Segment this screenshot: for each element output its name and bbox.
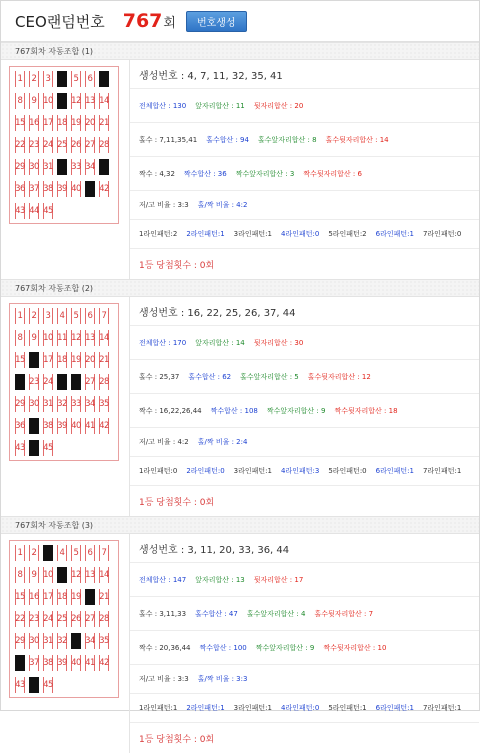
combo-info [129,297,479,516]
slip-number[interactable]: 29 [15,159,25,175]
slip-number[interactable]: 15 [15,352,25,368]
slip-number[interactable]: 6 [85,71,95,87]
even-back-sum: 짝수뒷자리합산 : 10 [323,643,387,652]
slip-number[interactable]: 5 [71,71,81,87]
line-pattern-2: 2라인패턴:1 [186,704,225,712]
line-pattern-4: 4라인패턴:3 [280,467,320,475]
slip-number[interactable]: 1 [15,71,25,87]
front-digit-sum: 앞자리합산 : 14 [195,338,245,347]
odd-back-sum: 홀수뒷자리합산 : 7 [314,609,374,618]
line-pattern-5: 5라인패턴:1 [328,704,367,712]
slip-number[interactable]: 31 [43,633,53,649]
combo-info [129,534,479,753]
even-sum: 짝수합산 : 108 [210,406,258,415]
slip-number-marked[interactable] [57,93,67,109]
slip-number[interactable]: 38 [43,181,53,197]
line-pattern-3: 3라인패턴:1 [233,230,272,238]
lottery-slip [9,66,119,224]
generated-numbers-row [130,297,479,326]
ratio-row [130,428,479,457]
generate-numbers-button[interactable]: 번호생성 [186,11,247,32]
odd-back-sum: 홀수뒷자리합산 : 12 [307,372,371,381]
slip-row [15,203,118,219]
slip-number[interactable]: 8 [15,330,25,346]
odd-numbers: 홀수 : 3,11,33 [139,609,187,618]
line-pattern-row [130,457,479,486]
low-high-ratio: 저/고 비율 : 3:3 [139,201,189,209]
slip-number[interactable]: 40 [71,655,81,671]
line-pattern-5: 5라인패턴:0 [328,467,367,475]
slip-number[interactable]: 13 [85,93,95,109]
combo-heading: 767회차 자동조합 (1) [1,42,479,60]
slip-number[interactable]: 9 [29,567,39,583]
odd-sum: 홀수합산 : 47 [195,609,238,618]
slip-number-marked[interactable] [71,633,81,649]
first-prize-count: 1등 당첨횟수 : 0회 [139,497,215,508]
slip-number[interactable]: 43 [15,440,25,456]
slip-number[interactable]: 18 [57,589,67,605]
ratio-row [130,191,479,220]
slip-number[interactable]: 4 [57,308,67,324]
slip-number[interactable]: 10 [43,93,53,109]
combo-info [129,60,479,279]
slip-number[interactable]: 21 [99,352,109,368]
generated-numbers: 생성번호 : 3, 11, 20, 33, 36, 44 [139,544,290,556]
slip-number[interactable]: 44 [29,203,39,219]
slip-number[interactable]: 2 [29,545,39,561]
slip-row [15,396,118,412]
even-front-sum: 짝수앞자리합산 : 3 [235,169,295,178]
combo-section [1,516,479,753]
slip-number[interactable]: 38 [43,418,53,434]
line-pattern-5: 5라인패턴:2 [328,230,367,238]
slip-number[interactable]: 5 [71,308,81,324]
slip-number[interactable]: 30 [29,159,39,175]
combo-body [1,534,479,753]
slip-number[interactable]: 45 [43,677,53,693]
line-pattern-1: 1라인패턴:1 [139,704,178,712]
slip-number[interactable]: 35 [99,633,109,649]
slip-number-marked[interactable] [43,545,53,561]
line-pattern-1: 1라인패턴:2 [139,230,178,238]
slip-row [15,374,118,390]
slip-number-marked[interactable] [29,440,39,456]
line-pattern-row [130,220,479,249]
odd-row [130,597,479,631]
even-row [130,394,479,428]
slip-number-marked[interactable] [85,181,95,197]
slip-row [15,655,118,671]
slip-wrapper [1,297,129,516]
slip-number[interactable]: 37 [29,655,39,671]
slip-number[interactable]: 3 [43,308,53,324]
first-prize-count: 1등 당첨횟수 : 0회 [139,260,215,271]
slip-number[interactable]: 1 [15,545,25,561]
first-prize-row [130,486,479,516]
slip-number[interactable]: 12 [71,567,81,583]
slip-row [15,330,118,346]
slip-number[interactable]: 28 [99,611,109,627]
odd-even-ratio: 홀/짝 비율 : 2:4 [197,438,248,446]
slip-number[interactable]: 17 [43,352,53,368]
slip-number[interactable]: 36 [15,418,25,434]
combo-heading: 767회차 자동조합 (3) [1,516,479,534]
even-row [130,157,479,191]
line-pattern-2: 2라인패턴:0 [186,467,225,475]
slip-number[interactable]: 16 [29,115,39,131]
slip-number-marked[interactable] [29,352,39,368]
even-sum: 짝수합산 : 100 [199,643,247,652]
ratio-row [130,665,479,694]
slip-number[interactable]: 42 [99,655,109,671]
slip-number[interactable]: 14 [99,93,109,109]
slip-number[interactable]: 40 [71,418,81,434]
slip-number[interactable]: 2 [29,308,39,324]
slip-number[interactable]: 32 [57,633,67,649]
line-pattern-7: 7라인패턴:1 [422,704,462,712]
slip-number[interactable]: 34 [85,396,95,412]
slip-number[interactable]: 30 [29,633,39,649]
slip-number[interactable]: 12 [71,93,81,109]
odd-numbers: 홀수 : 7,11,35,41 [139,135,198,144]
slip-number-marked[interactable] [57,71,67,87]
slip-number[interactable]: 20 [85,115,95,131]
slip-number[interactable]: 27 [85,137,95,153]
slip-number[interactable]: 39 [57,655,67,671]
slip-number[interactable]: 41 [85,418,95,434]
slip-row [15,115,118,131]
line-pattern-1: 1라인패턴:0 [139,467,178,475]
odd-front-sum: 홀수앞자리합산 : 5 [240,372,299,381]
line-pattern-3: 3라인패턴:1 [233,704,272,712]
slip-number[interactable]: 39 [57,181,67,197]
slip-number[interactable]: 26 [71,611,81,627]
slip-number[interactable]: 7 [99,308,109,324]
slip-number[interactable]: 19 [71,115,81,131]
slip-number[interactable]: 7 [99,545,109,561]
sum-row [130,326,479,360]
slip-number[interactable]: 19 [71,352,81,368]
lottery-slip [9,540,119,698]
slip-number[interactable]: 8 [15,567,25,583]
slip-row [15,545,118,561]
combo-body [1,297,479,516]
slip-number[interactable]: 29 [15,633,25,649]
slip-number[interactable]: 42 [99,418,109,434]
slip-number[interactable]: 2 [29,71,39,87]
slip-row [15,181,118,197]
line-pattern-4: 4라인패턴:0 [280,704,320,712]
slip-row [15,418,118,434]
page-title: CEO랜덤번호 [15,12,105,31]
line-pattern-row [130,694,479,723]
slip-number-marked[interactable] [85,589,95,605]
slip-row [15,633,118,649]
slip-number[interactable]: 18 [57,352,67,368]
slip-number[interactable]: 40 [71,181,81,197]
slip-number[interactable]: 30 [29,396,39,412]
slip-number[interactable]: 33 [71,159,81,175]
slip-number[interactable]: 36 [15,181,25,197]
slip-number[interactable]: 29 [15,396,25,412]
generated-numbers-row [130,534,479,563]
back-digit-sum: 뒷자리합산 : 30 [253,338,304,347]
even-front-sum: 짝수앞자리합산 : 9 [255,643,315,652]
slip-row [15,93,118,109]
even-sum: 짝수합산 : 36 [183,169,227,178]
combo-section [1,279,479,516]
even-back-sum: 짝수뒷자리합산 : 18 [334,406,398,415]
slip-number[interactable]: 10 [43,330,53,346]
slip-number-marked[interactable] [15,655,25,671]
generated-numbers: 생성번호 : 16, 22, 25, 26, 37, 44 [139,307,296,319]
combo-body [1,60,479,279]
slip-number[interactable]: 34 [85,633,95,649]
slip-number[interactable]: 21 [99,589,109,605]
slip-row [15,677,118,693]
total-sum: 전체합산 : 170 [139,338,187,347]
slip-number[interactable]: 6 [85,308,95,324]
back-digit-sum: 뒷자리합산 : 17 [253,575,304,584]
slip-number[interactable]: 12 [71,330,81,346]
slip-row [15,567,118,583]
slip-number[interactable]: 8 [15,93,25,109]
slip-row [15,71,118,87]
back-digit-sum: 뒷자리합산 : 20 [253,101,304,110]
slip-number[interactable]: 14 [99,567,109,583]
slip-wrapper [1,534,129,753]
slip-number[interactable]: 35 [99,396,109,412]
draw-number: 767 [122,10,163,32]
slip-number[interactable]: 31 [43,396,53,412]
slip-number[interactable]: 25 [57,611,67,627]
slip-number[interactable]: 9 [29,330,39,346]
slip-number[interactable]: 24 [43,611,53,627]
slip-number[interactable]: 27 [85,611,95,627]
slip-number[interactable]: 32 [57,396,67,412]
total-sum: 전체합산 : 130 [139,101,187,110]
combo-list [1,42,479,753]
slip-number-marked[interactable] [57,374,67,390]
slip-row [15,159,118,175]
even-front-sum: 짝수앞자리합산 : 9 [266,406,326,415]
slip-number[interactable]: 10 [43,567,53,583]
slip-number[interactable]: 41 [85,655,95,671]
slip-number[interactable]: 31 [43,159,53,175]
slip-number[interactable]: 14 [99,330,109,346]
slip-number[interactable]: 19 [71,589,81,605]
slip-number[interactable]: 45 [43,203,53,219]
line-pattern-6: 6라인패턴:1 [375,704,414,712]
slip-number[interactable]: 18 [57,115,67,131]
front-digit-sum: 앞자리합산 : 11 [195,101,245,110]
generated-numbers: 생성번호 : 4, 7, 11, 32, 35, 41 [139,70,283,82]
odd-row [130,360,479,394]
even-numbers: 짝수 : 20,36,44 [139,643,191,652]
slip-number[interactable]: 26 [71,137,81,153]
slip-number[interactable]: 17 [43,115,53,131]
slip-number[interactable]: 22 [15,611,25,627]
line-pattern-2: 2라인패턴:1 [186,230,225,238]
slip-number[interactable]: 22 [15,137,25,153]
odd-sum: 홀수합산 : 94 [206,135,249,144]
slip-number[interactable]: 39 [57,418,67,434]
slip-number[interactable]: 21 [99,115,109,131]
slip-number[interactable]: 34 [85,159,95,175]
total-sum: 전체합산 : 147 [139,575,187,584]
sum-row [130,563,479,597]
line-pattern-7: 7라인패턴:0 [422,230,462,238]
odd-front-sum: 홀수앞자리합산 : 4 [246,609,306,618]
slip-row [15,589,118,605]
slip-number-marked[interactable] [99,159,109,175]
lottery-slip [9,303,119,461]
slip-number[interactable]: 33 [71,396,81,412]
slip-number[interactable]: 45 [43,440,53,456]
slip-number[interactable]: 42 [99,181,109,197]
odd-numbers: 홀수 : 25,37 [139,372,180,381]
slip-number[interactable]: 27 [85,374,95,390]
slip-row [15,611,118,627]
slip-row [15,308,118,324]
odd-even-ratio: 홀/짝 비율 : 4:2 [197,201,248,209]
slip-number[interactable]: 38 [43,655,53,671]
slip-number[interactable]: 37 [29,181,39,197]
slip-number[interactable]: 16 [29,589,39,605]
first-prize-row [130,723,479,753]
slip-number[interactable]: 13 [85,330,95,346]
sum-row [130,89,479,123]
slip-row [15,352,118,368]
slip-number[interactable]: 6 [85,545,95,561]
odd-even-ratio: 홀/짝 비율 : 3:3 [197,675,248,683]
odd-front-sum: 홀수앞자리합산 : 8 [257,135,317,144]
slip-wrapper [1,60,129,279]
slip-number[interactable]: 15 [15,115,25,131]
slip-number[interactable]: 28 [99,137,109,153]
even-numbers: 짝수 : 4,32 [139,169,175,178]
slip-number[interactable]: 24 [43,137,53,153]
slip-number[interactable]: 23 [29,374,39,390]
slip-number[interactable]: 4 [57,545,67,561]
low-high-ratio: 저/고 비율 : 4:2 [139,438,189,446]
even-numbers: 짝수 : 16,22,26,44 [139,406,202,415]
slip-number[interactable]: 1 [15,308,25,324]
slip-number[interactable]: 24 [43,374,53,390]
front-digit-sum: 앞자리합산 : 13 [195,575,245,584]
header [1,1,479,42]
slip-row [15,137,118,153]
slip-number[interactable]: 25 [57,137,67,153]
line-pattern-3: 3라인패턴:1 [233,467,272,475]
odd-row [130,123,479,157]
even-back-sum: 짝수뒷자리합산 : 6 [303,169,362,178]
slip-number-marked[interactable] [99,71,109,87]
slip-number[interactable]: 20 [85,352,95,368]
generated-numbers-row [130,60,479,89]
slip-number-marked[interactable] [57,567,67,583]
line-pattern-7: 7라인패턴:1 [422,467,462,475]
slip-number[interactable]: 43 [15,677,25,693]
slip-number[interactable]: 17 [43,589,53,605]
slip-number[interactable]: 9 [29,93,39,109]
slip-number-marked[interactable] [29,677,39,693]
combo-section [1,42,479,279]
slip-number-marked[interactable] [57,159,67,175]
slip-number[interactable]: 28 [99,374,109,390]
combo-heading: 767회차 자동조합 (2) [1,279,479,297]
slip-number[interactable]: 23 [29,611,39,627]
odd-sum: 홀수합산 : 62 [188,372,232,381]
draw-number-suffix: 회 [163,15,176,31]
line-pattern-6: 6라인패턴:1 [375,467,414,475]
slip-number-marked[interactable] [71,374,81,390]
slip-number-marked[interactable] [15,374,25,390]
slip-number[interactable]: 15 [15,589,25,605]
slip-number[interactable]: 11 [57,330,67,346]
slip-number[interactable]: 3 [43,71,53,87]
slip-row [15,440,118,456]
even-row [130,631,479,665]
slip-number[interactable]: 13 [85,567,95,583]
line-pattern-4: 4라인패턴:0 [280,230,320,238]
slip-number[interactable]: 5 [71,545,81,561]
slip-number[interactable]: 43 [15,203,25,219]
line-pattern-6: 6라인패턴:1 [375,230,414,238]
slip-number[interactable]: 23 [29,137,39,153]
first-prize-row [130,249,479,279]
first-prize-count: 1등 당첨횟수 : 0회 [139,734,215,745]
odd-back-sum: 홀수뒷자리합산 : 14 [325,135,389,144]
slip-number-marked[interactable] [29,418,39,434]
low-high-ratio: 저/고 비율 : 3:3 [139,675,189,683]
